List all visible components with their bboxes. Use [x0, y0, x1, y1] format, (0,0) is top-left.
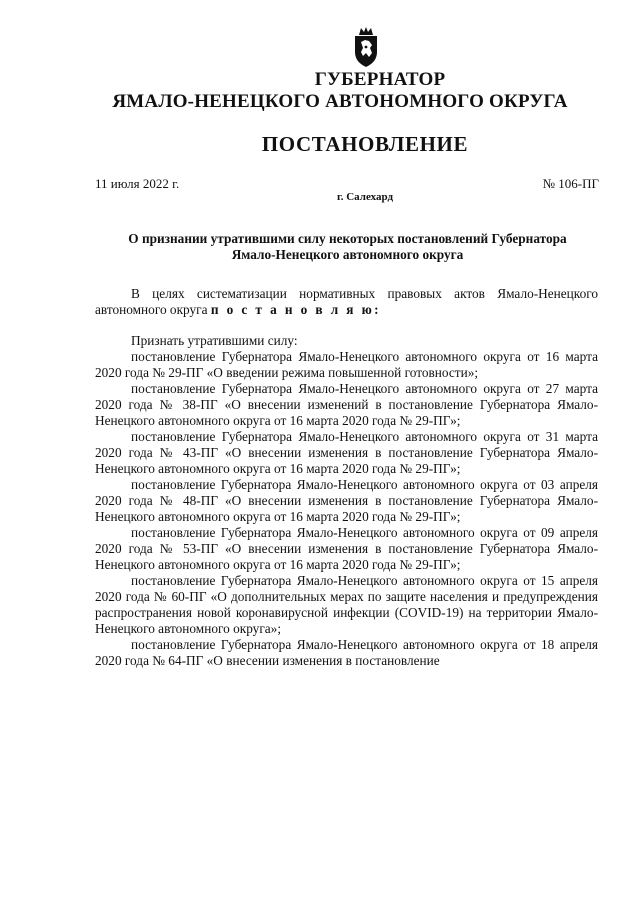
list-item: постановление Губернатора Ямало-Ненецкого автономного округа от 27 марта 2020 года № 38-ПГ «О внесении изменений в постановление Губернатора Ямало-Ненецкого автономного округа от 16 марта 2020 года № 29-ПГ»;: [95, 381, 598, 428]
list-item: постановление Губернатора Ямало-Ненецкого автономного округа от 31 марта 2020 года № 43-ПГ «О внесении изменения в постановление Губернатора Ямало-Ненецкого автономного округа от 16 марта 2020 года № 29-ПГ»;: [95, 429, 598, 476]
yamal-coat-of-arms-icon: [351, 26, 381, 68]
list-item: постановление Губернатора Ямало-Ненецкого автономного округа от 18 апреля 2020 года № 64-ПГ «О внесении изменения в постановление: [95, 637, 598, 668]
list-item: постановление Губернатора Ямало-Ненецкого автономного округа от 15 апреля 2020 года № 60-ПГ «О дополнительных мерах по защите населения и предупреждения распространения новой коронавирусной инфекции (COVID-19) на территории Ямало-Ненецкого автономного округа»;: [95, 573, 598, 636]
issuer-title: ГУБЕРНАТОР: [314, 69, 446, 90]
list-item: постановление Губернатора Ямало-Ненецкого автономного округа от 03 апреля 2020 года № 48-ПГ «О внесении изменения в постановление Губернатора Ямало-Ненецкого автономного округа от 16 марта 2020 года № 29-ПГ»;: [95, 477, 598, 524]
document-type: ПОСТАНОВЛЕНИЕ: [261, 132, 469, 156]
preamble-paragraph: [95, 286, 598, 318]
heading-line-1: О признании утратившими силу некоторых постановлений Губернатора: [128, 231, 567, 246]
document-date: 11 июля 2022 г.: [95, 176, 180, 191]
resolve-word: п о с т а н о в л я ю:: [210, 302, 382, 317]
document-number: № 106-ПГ: [542, 176, 599, 191]
list-item: постановление Губернатора Ямало-Ненецкого автономного округа от 16 марта 2020 года № 29-ПГ «О введении режима повышенной готовности»;: [95, 349, 598, 380]
document-heading: [95, 231, 600, 263]
heading-line-2: Ямало-Ненецкого автономного округа: [231, 247, 464, 262]
list-item: постановление Губернатора Ямало-Ненецкого автономного округа от 09 апреля 2020 года № 53-ПГ «О внесении изменения в постановление Губернатора Ямало-Ненецкого автономного округа от 16 марта 2020 года № 29-ПГ»;: [95, 525, 598, 572]
preamble-text: В целях систематизации нормативных правовых актов Ямало-Ненецкого автономного округа: [95, 286, 598, 317]
items-intro: Признать утратившими силу:: [131, 333, 298, 348]
issuer-region: ЯМАЛО-НЕНЕЦКОГО АВТОНОМНОГО ОКРУГА: [112, 91, 568, 112]
document-city: г. Салехард: [336, 191, 394, 203]
document-body: [95, 286, 598, 669]
